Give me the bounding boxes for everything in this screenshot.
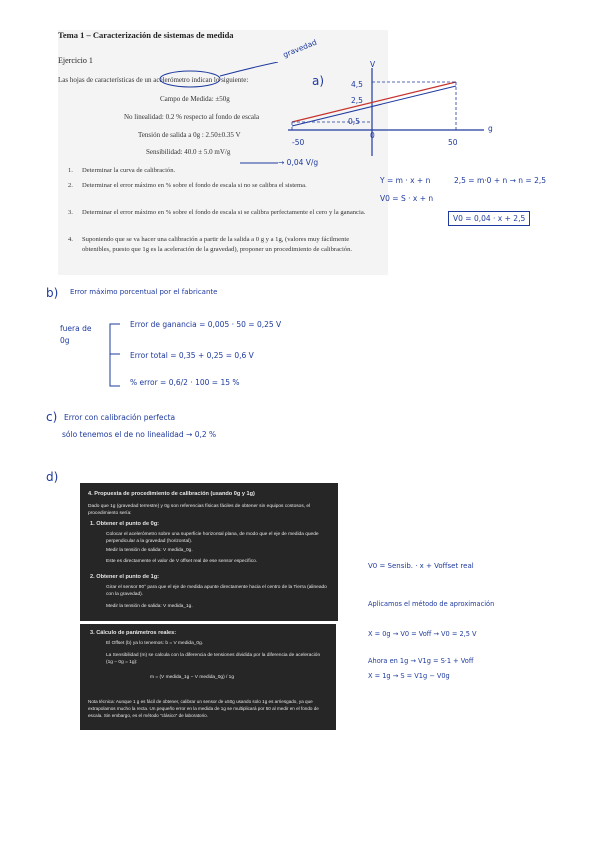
part-b-line-2: Error total = 0,35 + 0,25 = 0,6 V [130, 351, 254, 360]
question-number: 4. [68, 236, 73, 243]
part-c-label: c) [46, 410, 58, 424]
shot-formula: m = (V medida_1g − V medida_0g) / 1g [150, 675, 234, 680]
equation-line: Y = m · x + n [380, 176, 431, 185]
shot-step-1: 1. Obtener el punto de 0g: [90, 521, 159, 527]
tick-50: 50 [448, 138, 458, 147]
equation-solve: 2,5 = m·0 + n → n = 2,5 [454, 176, 547, 185]
sensitivity-note: → 0,04 V/g [278, 158, 319, 167]
question-number: 2. [68, 182, 73, 189]
question-text: Determinar el error máximo en % sobre el fondo de escala si no se calibra el sistema. [82, 182, 307, 189]
tick-4-5: 4,5 [351, 80, 363, 89]
question-text: Determinar el error máximo en % sobre el fondo de escala si se calibra perfectamente el cero y la ganancia. [82, 209, 366, 216]
calibration-curve-result: V0 = 0,04 · x + 2,5 [448, 211, 530, 226]
shot-note: Nota técnica: Aunque 1 g es fácil de obtener, calibrar un sensor de ±50g usando solo 1g es arriesgado, ya que extrapolamos mucho la recta. Un pequeño error en la medida de 1g se multiplicará por 50 al medir en el fondo de escala. Sin embargo, es el método "clásico" de laboratorio. [88, 699, 319, 718]
shot-step-3b: La Sensibilidad (m) se calcula con la diferencia de tensiones dividida por la diferencia de aceleración (1g − 0g = 1g): [106, 653, 321, 665]
sheet-title: Tema 1 – Caracterización de sistemas de medida [58, 30, 234, 40]
bracket-mark [106, 320, 128, 390]
question-text: Suponiendo que se va hacer una calibración a partir de la salida a 0 g y a 1g, (valores muy fácilmente obtenibles, puesto que 1g es la aceleración de la gravedad), proponer un procedimiento de calibración. [82, 236, 353, 253]
shot-step-1b: Medir la tensión de salida: V medida_0g. [106, 548, 193, 553]
shot-intro: Dado que 1g (gravedad terrestre) y 0g son referencias físicas fáciles de obtener sin equipos costosos, el procedimiento sería: [88, 504, 311, 516]
tick-0: 0 [370, 131, 375, 140]
shot-step-2a: Girar el sensor 90° para que el eje de medida apunte directamente hacia el centro de la Tierra (alineado con la gravedad). [106, 585, 327, 597]
ai-answer-screenshot-1 [80, 483, 338, 621]
shot-step-2: 2. Obtener el punto de 1g: [90, 574, 159, 580]
shot-heading: 4. Propuesta de procedimiento de calibración (usando 0g y 1g) [88, 491, 255, 497]
part-a-label: a) [312, 74, 325, 88]
spec-offset: Tensión de salida a 0g : 2.50±0.35 V [138, 131, 241, 139]
part-d-note-1: Aplicamos el método de aproximación [368, 600, 495, 608]
part-b-side-label: fuera de 0g [60, 324, 92, 345]
part-c-line-1: Error con calibración perfecta [64, 413, 176, 422]
part-b-line-3: % error = 0,6/2 · 100 = 15 % [130, 378, 240, 387]
part-d-equation: V0 = Sensib. · x + Voffset real [368, 562, 474, 570]
shot-step-1c: Este es directamente el valor de V offset real de ese sensor específico. [106, 559, 258, 564]
question-number: 1. [68, 167, 73, 174]
gravedad-note: gravedad [281, 37, 319, 60]
shot-step-3: 3. Cálculo de parámetros reales: [90, 630, 177, 636]
part-c-line-2: sólo tenemos el de no linealidad → 0,2 % [62, 430, 217, 439]
part-d-label: d) [46, 470, 59, 484]
shot-step-1a: Colocar el acelerómetro sobre una superficie horizontal plana, de modo que el eje de medida quede perpendicular a la gravedad (horizontal). [106, 532, 319, 544]
tick-2-5: 2,5 [351, 96, 363, 105]
spec-range: Campo de Medida: ±50g [160, 95, 230, 103]
spec-sensitivity: Sensibilidad: 40.0 ± 5.0 mV/g [146, 148, 231, 156]
sheet-intro: Las hojas de características de un acelerómetro indican lo siguiente: [58, 76, 249, 84]
calibration-sketch [288, 64, 500, 160]
shot-step-2b: Medir la tensión de salida: V medida_1g. [106, 604, 193, 609]
part-d-note-3: Ahora en 1g → V1g = S·1 + Voff [368, 657, 474, 665]
axis-v: V [370, 60, 376, 69]
ai-answer-screenshot-2 [80, 624, 336, 730]
annotation-circle [150, 62, 280, 92]
part-d-note-4: X = 1g → S = V1g − V0g [368, 672, 450, 680]
spec-nonlinearity: No linealidad: 0.2 % respecto al fondo de escala [124, 113, 260, 121]
part-b-label: b) [46, 286, 59, 300]
equation-output: V0 = S · x + n [380, 194, 434, 203]
shot-step-3a: El Offset (b) ya lo tenemos: b = V medida_0g. [106, 641, 204, 646]
question-number: 3. [68, 209, 73, 216]
question-text: Determinar la curva de calibración. [82, 167, 176, 174]
underline-mark [240, 160, 280, 166]
tick-minus-50: -50 [292, 138, 305, 147]
part-b-line-1: Error de ganancia = 0,005 · 50 = 0,25 V [130, 320, 282, 329]
part-b-title: Error máximo porcentual por el fabricante [70, 288, 218, 296]
axis-g: g [488, 124, 493, 133]
tick-0-5: 0,5 [348, 117, 360, 126]
part-d-note-2: X = 0g → V0 = Voff → V0 = 2,5 V [368, 630, 477, 638]
exercise-label: Ejercicio 1 [58, 56, 93, 65]
